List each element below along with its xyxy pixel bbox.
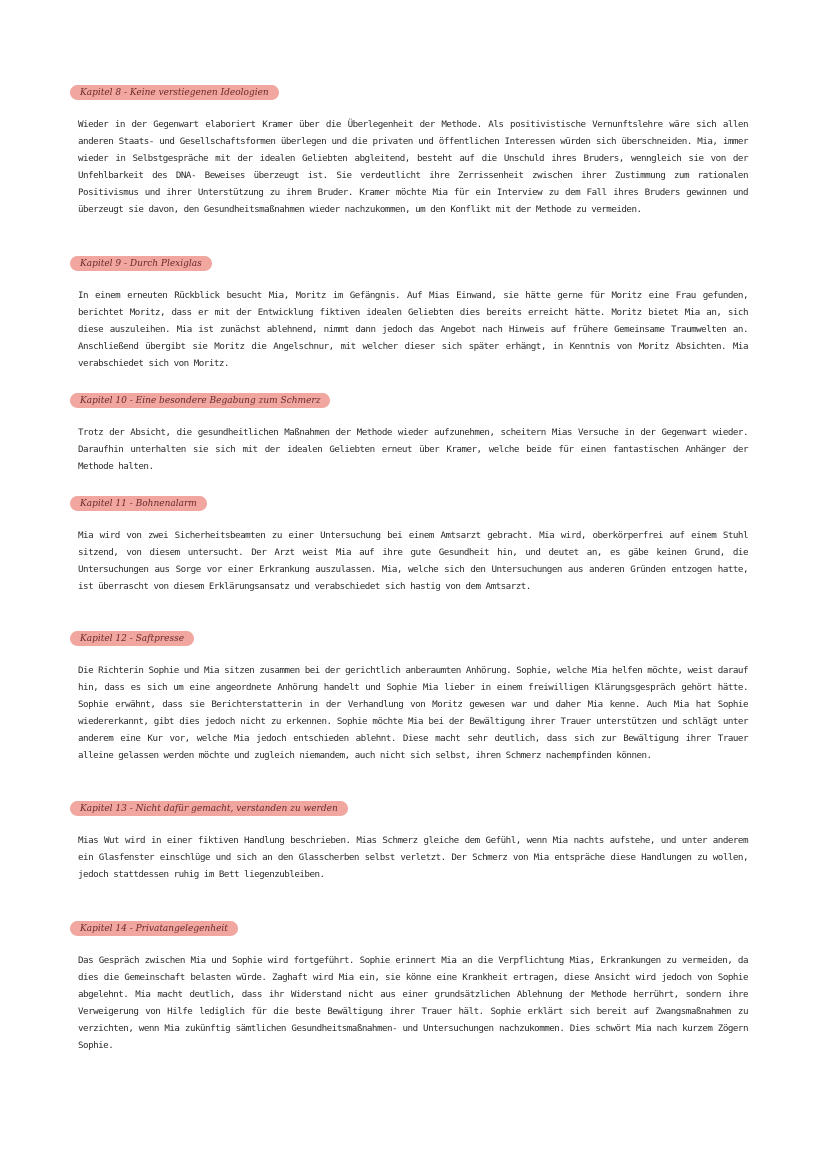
chapter-summary: Mias Wut wird in einer fiktiven Handlung beschrieben. Mias Schmerz gleiche dem Gefühl, wenn Mia nachts aufstehe, und unter anderem ein Glasfenster einschlüge und sich an den Glasscherben selbst verletzt. Der Schmerz von Mia entspräche diese Handlungen zu wollen, jedoch stattdessen ruhig im Bett liegenzubleiben. [78, 835, 748, 880]
chapter-heading: Kapitel 13 - Nicht dafür gemacht, verstanden zu werden [70, 801, 348, 816]
chapter-8 [78, 80, 748, 218]
chapter-summary: Die Richterin Sophie und Mia sitzen zusammen bei der gerichtlich anberaumten Anhörung. Sophie, welche Mia helfen möchte, weist darauf hin, dass es sich um eine angeordnete Anhörung handelt und Sophie Mia lieber in einem freiwilligen Klärungsgespräch gehört hätte. Sophie erwähnt, dass sie Berichterstatterin in der Verhandlung von Moritz gewesen war und daher Mia kenne. Auch Mia hat Sophie wiedererkannt, gibt dies jedoch nicht zu erkennen. Sophie möchte Mia bei der Bewältigung ihrer Trauer unterstützen und schlägt unter anderem eine Kur vor, welche Mia jedoch entschieden ablehnt. Diese macht sehr deutlich, dass sich zur Bewältigung ihrer Trauer alleine gelassen werden möchte und zugleich niemandem, auch nicht sich selbst, ihren Schmerz nachempfinden können. [78, 665, 748, 761]
chapter-10 [78, 388, 748, 475]
chapter-summary: Wieder in der Gegenwart elaboriert Kramer über die Überlegenheit der Methode. Als positivistische Vernunftslehre wäre sich allen anderen Staats- und Gesellschaftsformen überlegen und die privaten und öffentlichen Interessen würden sich überschneiden. Mia, immer wieder in Selbstgespräche mit der idealen Geliebten abgleitend, besteht auf die Unschuld ihres Bruders, wenngleich sie von der Unfehlbarkeit des DNA- Beweises überzeugt ist. Sie verdeutlicht ihre Zerrissenheit zwischen ihrer Zustimmung zum rationalen Positivismus und ihrer Unterstützung zu ihrem Bruder. Kramer möchte Mia für ein Interview zu dem Fall ihres Bruders gewinnen und überzeugt sie davon, den Gesundheitsmaßnahmen wieder nachzukommen, um den Konflikt mit der Methode zu vermeiden. [78, 119, 748, 215]
chapter-12 [78, 626, 748, 764]
chapter-heading: Kapitel 8 - Keine verstiegenen Ideologien [70, 85, 279, 100]
chapter-summary: Das Gespräch zwischen Mia und Sophie wird fortgeführt. Sophie erinnert Mia an die Verpflichtung Mias, Erkrankungen zu vermeiden, da dies die Gemeinschaft belasten würde. Zaghaft wird Mia ein, sie könne eine Krankheit ertragen, diese Ansicht wird jedoch von Sophie abgelehnt. Mia macht deutlich, dass ihr Widerstand nicht aus einer grundsätzlichen Ablehnung der Methode herrührt, sondern ihre Verweigerung von Hilfe lediglich für die beste Bewältigung ihrer Trauer hält. Sophie erklärt sich bereit auf Zwangsmaßnahmen zu verzichten, wenn Mia zukünftig sämtlichen Gesundheitsmaßnahmen- und Untersuchungen nachzukommen. Dies schwört Mia nach kurzem Zögern Sophie. [78, 955, 748, 1051]
chapter-9 [78, 251, 748, 372]
chapter-14 [78, 916, 748, 1054]
chapter-heading: Kapitel 14 - Privatangelegenheit [70, 921, 238, 936]
chapter-heading: Kapitel 10 - Eine besondere Begabung zum Schmerz [70, 393, 330, 408]
chapter-13 [78, 796, 748, 883]
chapter-heading: Kapitel 9 - Durch Plexiglas [70, 256, 212, 271]
chapter-heading: Kapitel 11 - Bohnenalarm [70, 496, 207, 511]
chapter-summary: Trotz der Absicht, die gesundheitlichen Maßnahmen der Methode wieder aufzunehmen, scheitern Mias Versuche in der Gegenwart wieder. Daraufhin unterhalten sie sich mit der idealen Geliebten erneut über Kramer, welche beide für einen fantastischen Anhänger der Methode halten. [78, 427, 748, 472]
chapter-11 [78, 491, 748, 595]
chapter-summary: Mia wird von zwei Sicherheitsbeamten zu einer Untersuchung bei einem Amtsarzt gebracht. Mia wird, oberkörperfrei auf einem Stuhl sitzend, von diesem untersucht. Der Arzt weist Mia auf ihre gute Gesundheit hin, und deutet an, es gäbe keinen Grund, die Untersuchungen aus Sorge vor einer Erkrankung auszulassen. Mia, welche sich den Untersuchungen aus anderen Gründen entzogen hatte, ist überrascht von diesem Erklärungsansatz und verabschiedet sich hastig von dem Amtsarzt. [78, 530, 748, 592]
chapter-summary: In einem erneuten Rückblick besucht Mia, Moritz im Gefängnis. Auf Mias Einwand, sie hätte gerne für Moritz eine Frau gefunden, berichtet Moritz, dass er mit der Entwicklung fiktiven idealen Geliebten dies bereits erreicht hätte. Moritz bietet Mia an, sich diese auszuleihen. Mia ist zunächst ablehnend, nimmt dann jedoch das Angebot nach Hinweis auf frühere Gemeinsame Traumwelten an. Anschließend übergibt sie Moritz die Angelschnur, mit welcher dieser sich später erhängt, in Kenntnis von Moritz Absichten. Mia verabschiedet sich von Moritz. [78, 290, 748, 369]
chapter-heading: Kapitel 12 - Saftpresse [70, 631, 194, 646]
